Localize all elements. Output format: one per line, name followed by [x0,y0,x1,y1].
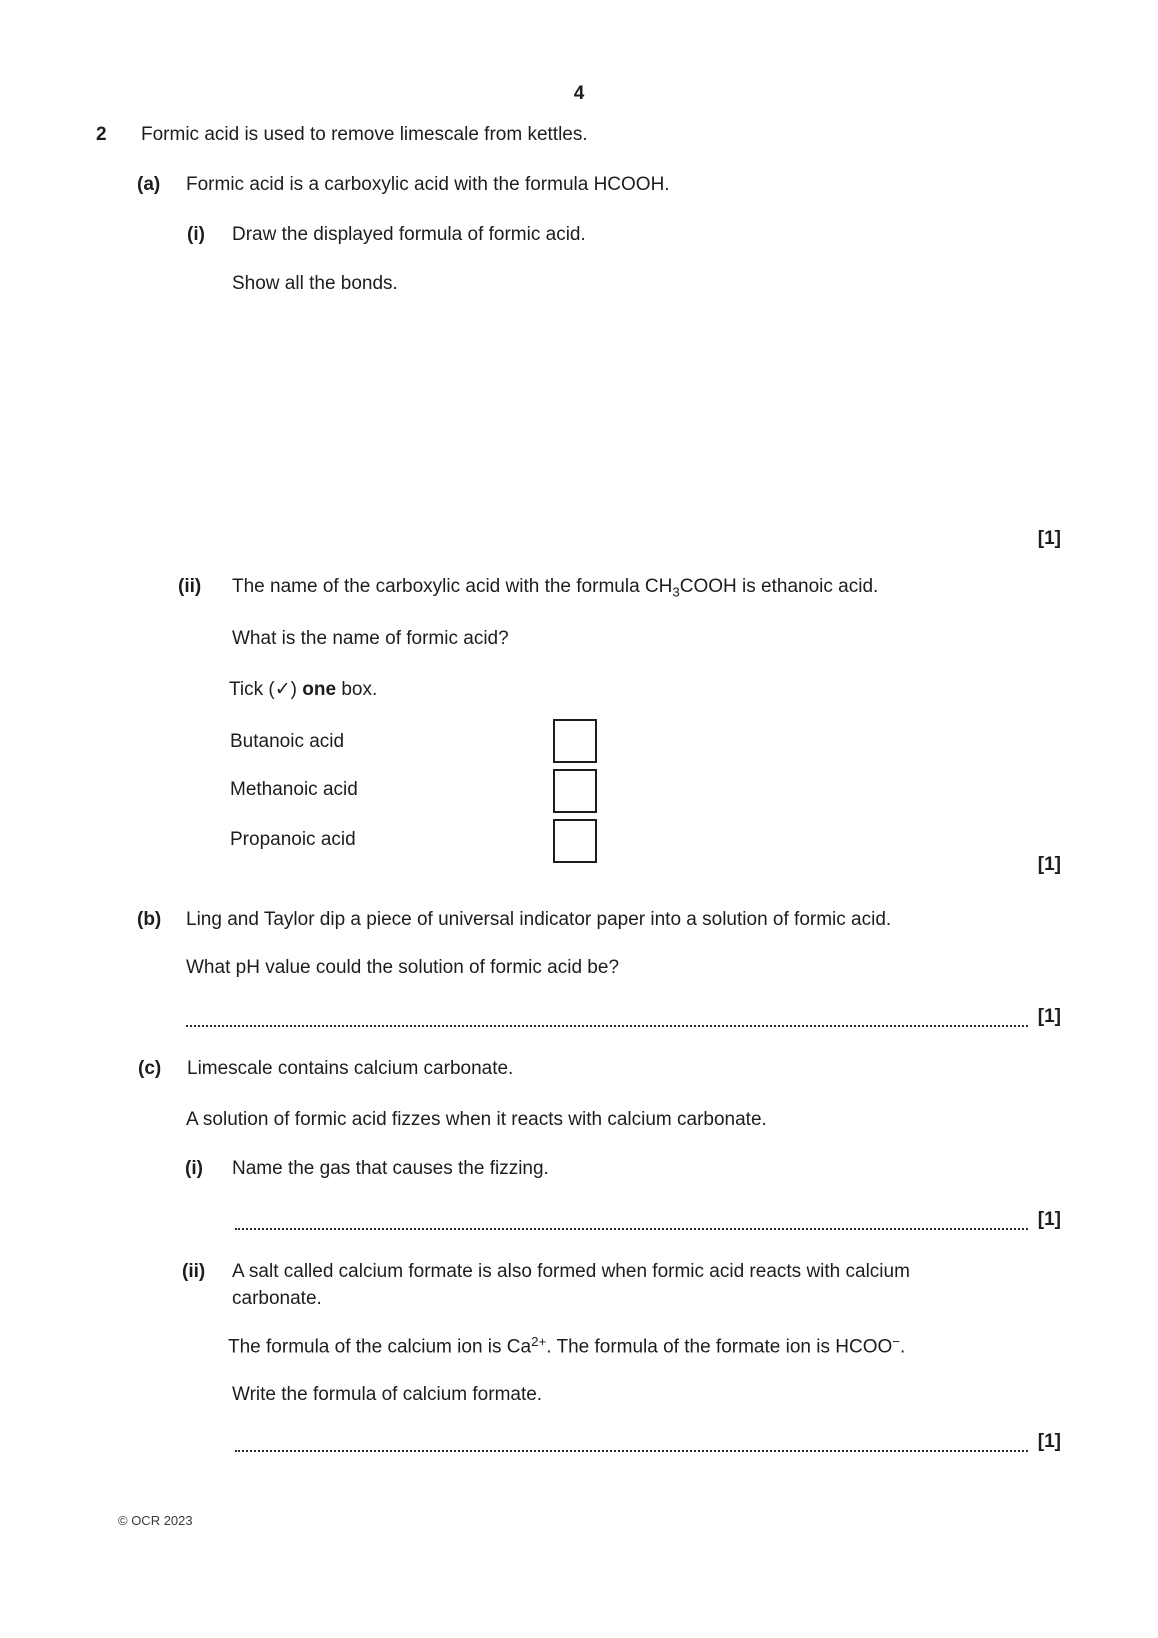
part-c-ii-marks: [1] [1037,1431,1061,1452]
part-c-i-marks: [1] [1037,1209,1061,1230]
part-b-intro: Ling and Taylor dip a piece of universal indicator paper into a solution of formic acid. [186,909,892,930]
part-c-ii-prompt: Write the formula of calcium formate. [232,1384,543,1405]
part-a-ii-intro: The name of the carboxylic acid with the formula $CH_3COOH$ is ethanoic acid. [232,576,879,600]
question-intro: Formic acid is used to remove limescale from kettles. [141,124,588,145]
part-c-ii-label: (ii) [182,1261,206,1282]
part-a-label: (a) [137,174,161,195]
part-c-i-label: (i) [185,1158,203,1179]
part-a-ii-marks: [1] [1037,854,1061,875]
checkbox-propanoic-acid[interactable] [553,819,597,863]
part-c-intro: Limescale contains calcium carbonate. [187,1058,514,1079]
part-c-ii-intro-line1: A salt called calcium formate is also formed when formic acid reacts with calcium [232,1261,910,1282]
part-c-i-prompt: Name the gas that causes the fizzing. [232,1158,549,1179]
part-c-ii-intro-line2: carbonate. [232,1288,322,1309]
question-number: 2 [96,124,107,145]
option-label-propanoic-acid: Propanoic acid [230,829,356,850]
part-b-question: What pH value could the solution of formic acid be? [186,957,620,978]
part-a-intro: Formic acid is a carboxylic acid with the formula HCOOH. [186,174,670,195]
part-a-ii-question: What is the name of formic acid? [232,628,509,649]
part-c-label: (c) [138,1058,162,1079]
part-a-i-prompt: Draw the displayed formula of formic acid. [232,224,586,245]
answer-line-c-i[interactable] [235,1204,1028,1230]
drawing-answer-space[interactable] [232,315,1028,515]
part-a-i-marks: [1] [1037,528,1061,549]
part-c-statement: A solution of formic acid fizzes when it reacts with calcium carbonate. [186,1109,767,1130]
option-label-methanoic-acid: Methanoic acid [230,779,358,800]
part-b-label: (b) [137,909,162,930]
part-a-i-instruction: Show all the bonds. [232,273,398,294]
part-a-i-label: (i) [187,224,205,245]
page-number: 4 [573,83,585,104]
tick-instruction: Tick (✓) one box. [229,679,378,700]
copyright-footer: © OCR 2023 [118,1513,193,1528]
answer-line-b[interactable] [186,1001,1028,1027]
part-a-ii-label: (ii) [178,576,202,597]
checkbox-methanoic-acid[interactable] [553,769,597,813]
part-c-ii-formula-statement: The formula of the calcium ion is $Ca^{2+}$. The formula of the formate ion is HCOO−. [228,1334,906,1358]
answer-line-c-ii[interactable] [235,1426,1028,1452]
checkbox-butanoic-acid[interactable] [553,719,597,763]
part-b-marks: [1] [1037,1006,1061,1027]
option-label-butanoic-acid: Butanoic acid [230,731,345,752]
